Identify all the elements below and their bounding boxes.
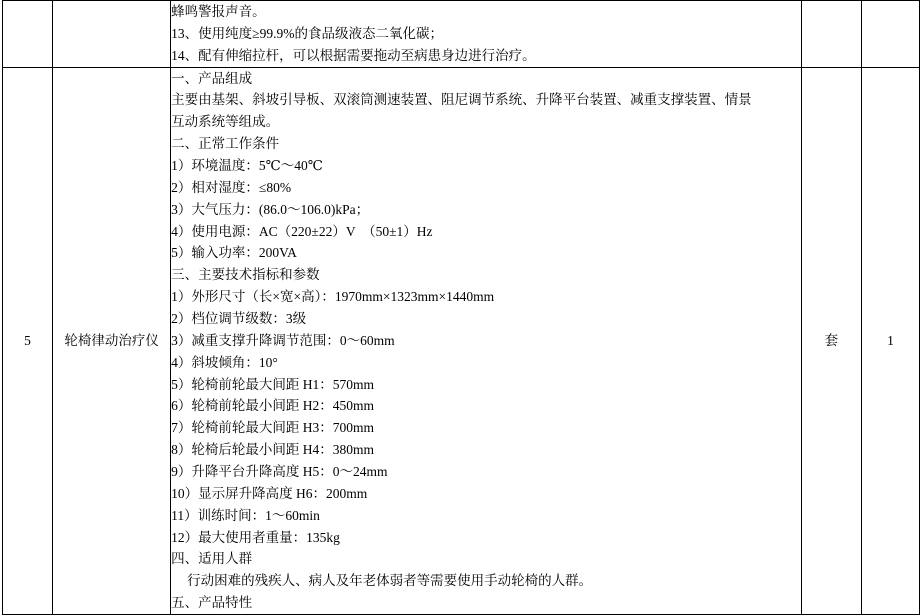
description-line: 1）环境温度：5℃～40℃ [171,158,323,174]
description-line: 11）训练时间：1～60min [171,507,320,523]
row-quantity-cell [861,67,919,614]
description-line: 7）轮椅前轮最大间距 H3：700mm [171,420,375,436]
description-line: 五、产品特性 [171,595,253,611]
description-line: 12）最大使用者重量：135kg [171,529,340,545]
table-row [3,1,920,68]
row-number [3,1,52,67]
description-line: 一、产品组成 [171,70,253,86]
description-line: 行动困难的残疾人、病人及年老体弱者等需要使用手动轮椅的人群。 [187,573,593,589]
row-quantity-cell [861,1,919,68]
row-description-cell [171,67,802,614]
row-name [53,1,170,67]
description-line: 主要由基架、斜坡引导板、双滚筒测速装置、阻尼调节系统、升降平台装置、减重支撑装置、情景 [171,92,752,108]
row-number-cell [3,67,53,614]
description-line: 1）外形尺寸（长×宽×高）：1970mm×1323mm×1440mm [171,289,495,305]
row-name-cell [53,67,171,614]
description-line: 9）升降平台升降高度 H5：0～24mm [171,464,388,480]
description-line: 2）相对湿度：≤80% [171,179,292,195]
row-name: 轮椅律动治疗仪 [64,332,159,348]
description-line: 8）轮椅后轮最小间距 H4：380mm [171,442,375,458]
spec-table-body [3,1,920,615]
description-line: 四、适用人群 [171,551,253,567]
description-line: 6）轮椅前轮最小间距 H2：450mm [171,398,375,414]
row-unit-cell [801,1,861,68]
row-unit-cell [801,67,861,614]
row-number: 5 [24,332,31,348]
description-line: 互动系统等组成。 [171,114,280,130]
spec-table [2,0,920,615]
row-unit [802,1,861,67]
description-line: 二、正常工作条件 [171,136,280,152]
row-description-cell [171,1,802,68]
description-line: 5）轮椅前轮最大间距 H1：570mm [171,376,375,392]
description-line: 3）减重支撑升降调节范围：0～60mm [171,332,395,348]
description-line: 5）输入功率：200VA [171,245,297,261]
row-name-cell [53,1,171,68]
description-line: 10）显示屏升降高度 H6：200mm [171,485,368,501]
description-line: 13、使用纯度≥99.9%的食品级液态二氧化碳； [171,25,443,41]
description-line: 4）使用电源：AC（220±22）V （50±1）Hz [171,223,433,239]
row-unit: 套 [824,332,839,348]
table-row [3,67,920,614]
description-line: 4）斜坡倾角：10° [171,354,278,370]
description-line: 三、主要技术指标和参数 [171,267,320,283]
description-line: 2）档位调节级数：3级 [171,311,307,327]
row-quantity: 1 [887,332,894,348]
row-number-cell [3,1,53,68]
row-quantity [862,1,919,67]
description-line: 蜂鸣警报声音。 [171,4,266,19]
description-line: 14、配有伸缩拉杆，可以根据需要拖动至病患身边进行治疗。 [171,47,536,63]
description-line: 3）大气压力：(86.0～106.0)kPa； [171,201,370,217]
